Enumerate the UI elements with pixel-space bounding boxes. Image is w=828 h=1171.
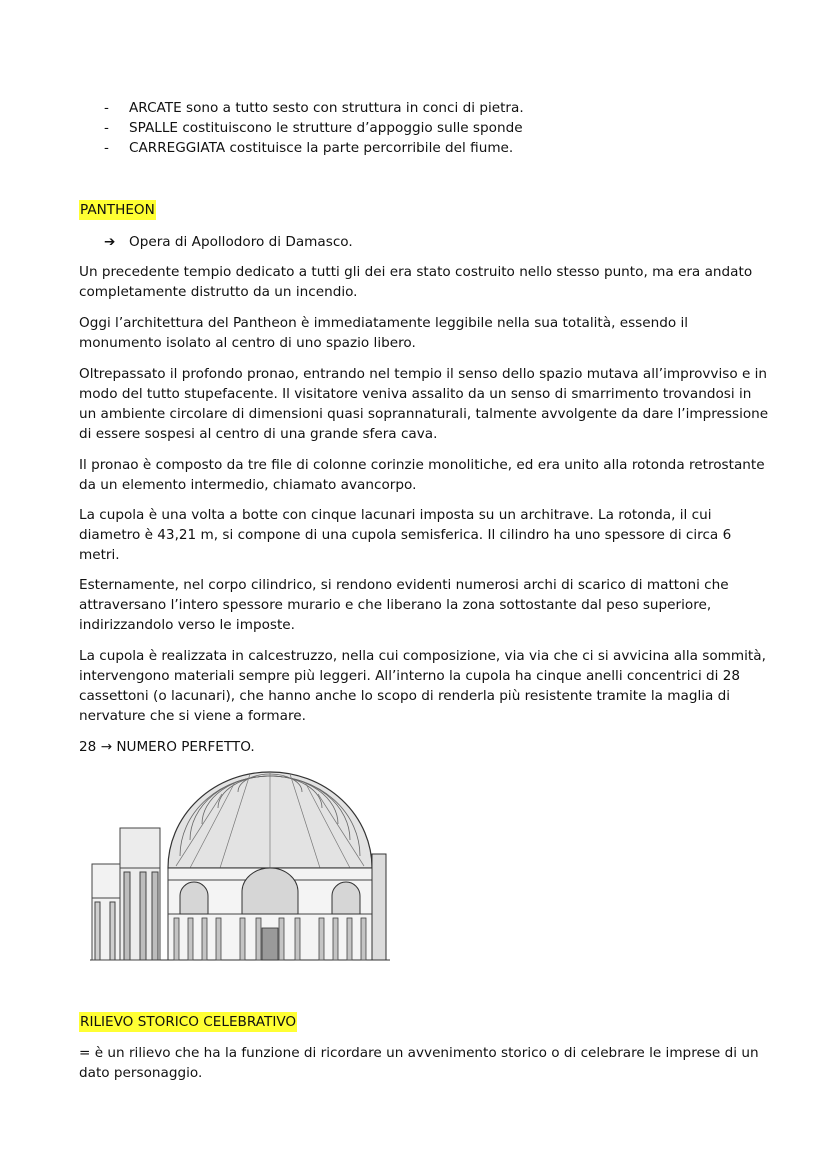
bullet-list	[104, 98, 524, 158]
bullet-text: ARCATE sono a tutto sesto con struttura in conci di pietra.	[129, 100, 524, 116]
pantheon-section-illustration	[90, 768, 390, 964]
paragraph: Oltrepassato il profondo pronao, entrando nel tempio il senso dello spazio mutava all’improvviso e in modo del tutto stupefacente. Il visitatore veniva assalito da un senso di smarrimento trovandosi in un ambiente circolare di dimensioni quasi soprannaturali, talmente avvolgente da dare l’impressione di essere sospesi al centro di una grande sfera cava.	[79, 366, 769, 442]
list-item: - CARREGGIATA costituisce la parte percorribile del fiume.	[104, 140, 514, 156]
paragraph: Il pronao è composto da tre file di colonne corinzie monolitiche, ed era unito alla rotonda retrostante da un elemento intermedio, chiamato avancorpo.	[79, 457, 765, 493]
list-item: - SPALLE costituiscono le strutture d’appoggio sulle sponde	[104, 120, 523, 136]
paragraph: Oggi l’architettura del Pantheon è immediatamente leggibile nella sua totalità, essendo il monumento isolato al centro di uno spazio libero.	[79, 315, 689, 351]
bullet-text: CARREGGIATA costituisce la parte percorribile del fiume.	[129, 140, 514, 156]
arrow-list-item	[104, 232, 353, 252]
pantheon-heading: PANTHEON	[80, 202, 155, 218]
arrow-item-text: Opera di Apollodoro di Damasco.	[129, 234, 353, 250]
bullet-text: SPALLE costituiscono le strutture d’appoggio sulle sponde	[129, 120, 523, 136]
list-item: - ARCATE sono a tutto sesto con struttura in conci di pietra.	[104, 100, 524, 116]
paragraph: La cupola è una volta a botte con cinque lacunari imposta su un architrave. La rotonda, il cui diametro è 43,21 m, si compone di una cupola semisferica. Il cilindro ha uno spessore di circa 6 metri.	[79, 507, 732, 563]
paragraph: 28 → NUMERO PERFETTO.	[79, 739, 255, 755]
paragraph: Esternamente, nel corpo cilindrico, si rendono evidenti numerosi archi di scarico di mattoni che attraversano l’intero spessore murario e che liberano la zona sottostante dal peso superiore, indirizzandolo verso le imposte.	[79, 577, 729, 633]
arrow-icon: ➔	[104, 234, 116, 250]
paragraph: = è un rilievo che ha la funzione di ricordare un avvenimento storico o di celebrare le imprese di un dato personaggio.	[79, 1045, 759, 1081]
paragraph: Un precedente tempio dedicato a tutti gli dei era stato costruito nello stesso punto, ma era andato completamente distrutto da un incendio.	[79, 264, 753, 300]
paragraph: La cupola è realizzata in calcestruzzo, nella cui composizione, via via che ci si avvicina alla sommità, intervengono materiali sempre più leggeri. All’interno la cupola ha cinque anelli concentrici di 28 cassettoni (o lacunari), che hanno anche lo scopo di renderla più resistente tramite la maglia di nervature che si viene a formare.	[79, 648, 766, 724]
rilievo-heading: RILIEVO STORICO CELEBRATIVO	[80, 1014, 297, 1030]
